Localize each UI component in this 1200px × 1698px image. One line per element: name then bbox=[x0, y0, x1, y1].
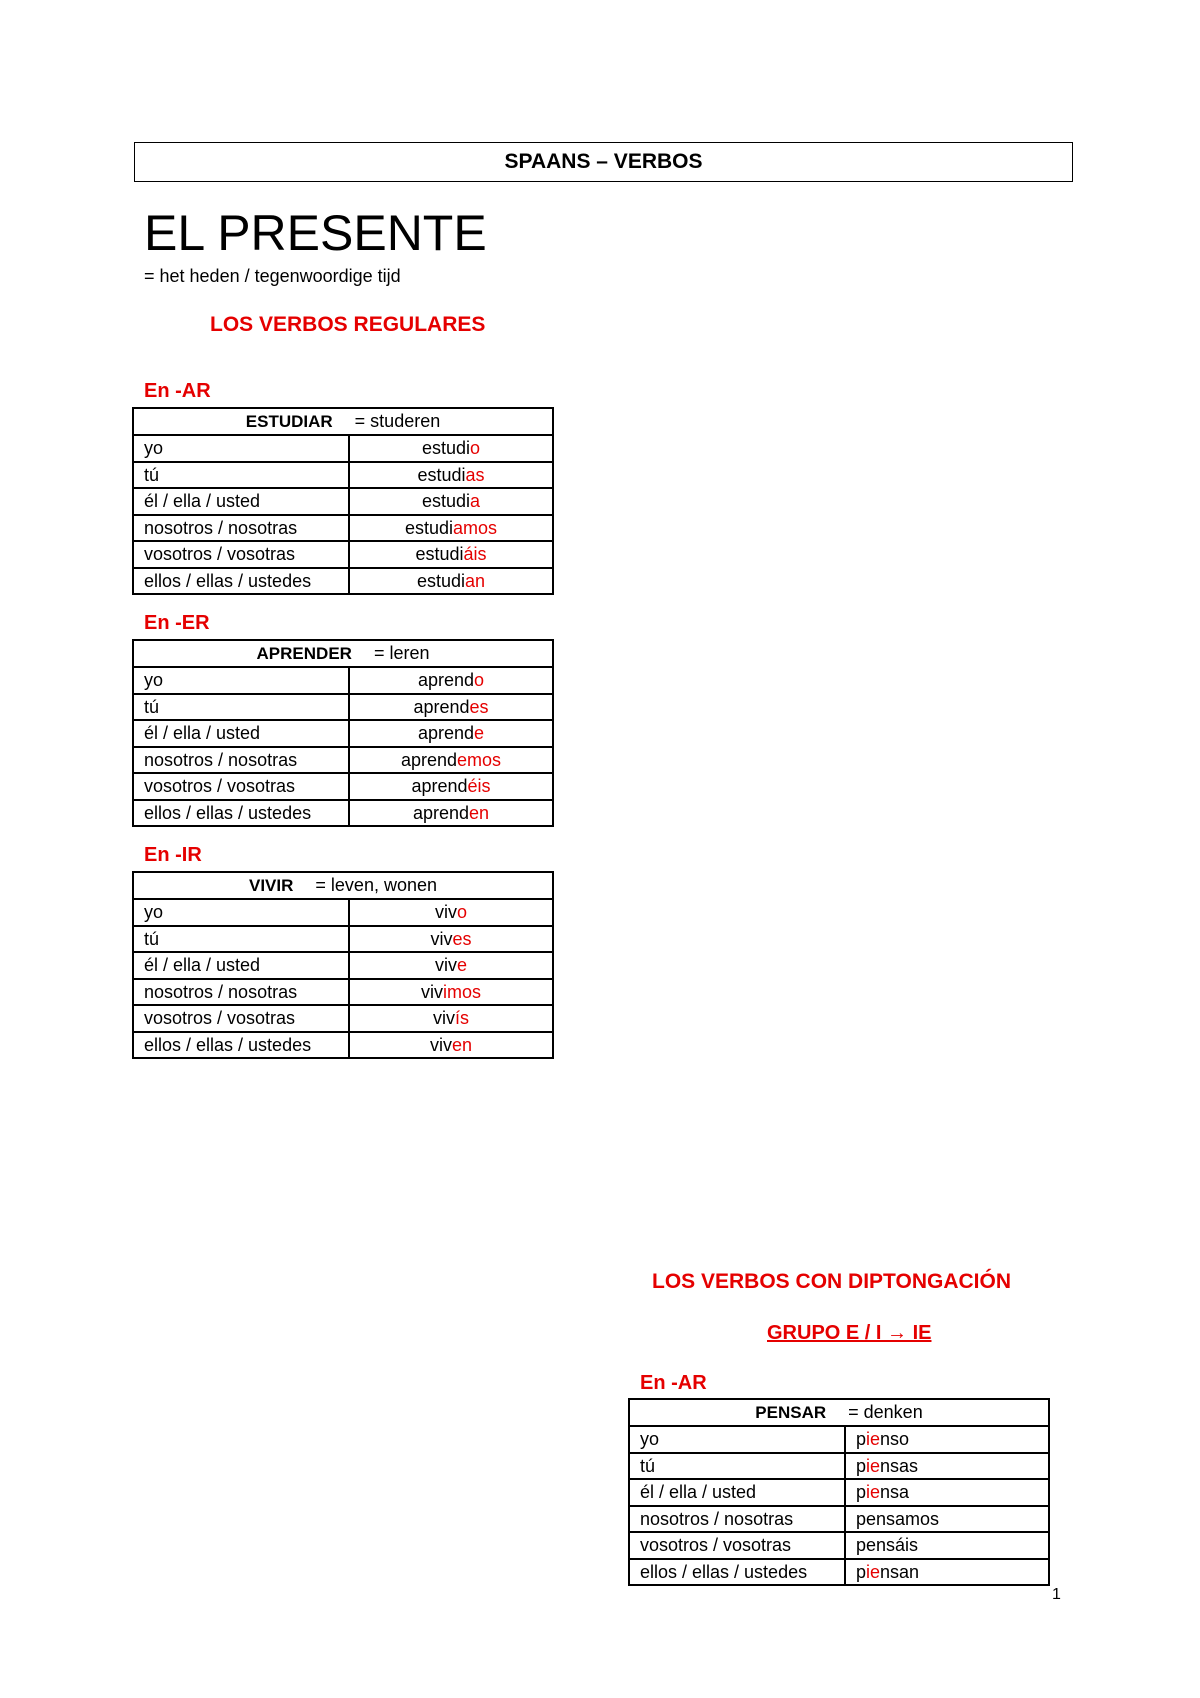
verb-part: p bbox=[856, 1482, 867, 1503]
page-number: 1 bbox=[1052, 1586, 1061, 1603]
verb-stem: aprend bbox=[411, 776, 468, 797]
form-cell bbox=[349, 899, 553, 926]
verb-stem: aprend bbox=[417, 723, 475, 744]
pronoun-cell: nosotros / nosotras bbox=[133, 515, 349, 542]
verb-part: pensáis bbox=[856, 1535, 919, 1556]
table-row bbox=[133, 694, 553, 721]
diphthong: ie bbox=[866, 1429, 881, 1450]
verb-part: pensamos bbox=[856, 1508, 940, 1529]
section-label-diptong-ar: En -AR bbox=[640, 1372, 707, 1394]
pronoun-cell: tú bbox=[133, 694, 349, 721]
table-header-cell bbox=[629, 1399, 1049, 1426]
pronoun-cell: vosotros / vosotras bbox=[133, 541, 349, 568]
verb-ending: as bbox=[465, 464, 485, 485]
verb-stem: estudi bbox=[421, 438, 471, 459]
form-cell bbox=[349, 541, 553, 568]
form-cell bbox=[349, 773, 553, 800]
verb-ending: e bbox=[456, 955, 467, 976]
table-row bbox=[133, 541, 553, 568]
table-row bbox=[629, 1559, 1049, 1586]
verb-ending: en bbox=[451, 1034, 473, 1055]
section-label-ar: En -AR bbox=[144, 380, 211, 402]
verb-ending: emos bbox=[457, 749, 502, 770]
main-title: EL PRESENTE bbox=[144, 205, 487, 261]
table-row bbox=[133, 800, 553, 827]
form-cell bbox=[349, 926, 553, 953]
verb-stem: estudi bbox=[421, 491, 471, 512]
pronoun-cell: tú bbox=[133, 926, 349, 953]
verb-ending: a bbox=[470, 491, 481, 512]
form-cell bbox=[349, 568, 553, 595]
table-row bbox=[133, 462, 553, 489]
form-cell bbox=[845, 1426, 1049, 1453]
table-row bbox=[133, 899, 553, 926]
verb-stem: estudi bbox=[416, 570, 465, 591]
form-cell bbox=[349, 435, 553, 462]
table-row bbox=[629, 1426, 1049, 1453]
table-header-row bbox=[629, 1399, 1049, 1426]
verb-stem: viv bbox=[434, 955, 457, 976]
conjugation-table-pensar bbox=[628, 1398, 1050, 1586]
diphthong: ie bbox=[866, 1482, 881, 1503]
table-row bbox=[133, 568, 553, 595]
verb-stem: aprend bbox=[412, 802, 470, 823]
verb-stem: estudi bbox=[417, 464, 466, 485]
table-row bbox=[629, 1506, 1049, 1533]
pronoun-cell: él / ella / usted bbox=[133, 952, 349, 979]
pronoun-cell: tú bbox=[629, 1453, 845, 1480]
verb-ending: es bbox=[452, 928, 472, 949]
table-row bbox=[133, 488, 553, 515]
pronoun-cell: yo bbox=[133, 899, 349, 926]
verb-stem: viv bbox=[434, 902, 457, 923]
table-header-row bbox=[133, 408, 553, 435]
conjugation-table-vivir bbox=[132, 871, 554, 1059]
group-heading: GRUPO E / I → IE bbox=[767, 1322, 932, 1344]
table-row bbox=[133, 435, 553, 462]
table-row bbox=[133, 979, 553, 1006]
section-label-ir: En -IR bbox=[144, 844, 202, 866]
form-cell bbox=[845, 1453, 1049, 1480]
verb-stem: aprend bbox=[413, 696, 470, 717]
verb-meaning: = leven, wonen bbox=[315, 875, 437, 895]
table-row bbox=[133, 952, 553, 979]
conjugation-table-aprender bbox=[132, 639, 554, 827]
table-header-row bbox=[133, 640, 553, 667]
form-cell bbox=[349, 488, 553, 515]
table-row bbox=[629, 1479, 1049, 1506]
verb-meaning: = leren bbox=[373, 643, 430, 663]
verb-ending: es bbox=[469, 696, 489, 717]
verb-ending: an bbox=[465, 570, 486, 591]
verb-ending: amos bbox=[453, 517, 498, 538]
conjugation-table-estudiar bbox=[132, 407, 554, 595]
pronoun-cell: ellos / ellas / ustedes bbox=[133, 800, 349, 827]
pronoun-cell: él / ella / usted bbox=[629, 1479, 845, 1506]
table-header-row bbox=[133, 872, 553, 899]
verb-part: nsas bbox=[880, 1455, 919, 1476]
form-cell bbox=[349, 515, 553, 542]
verb-ending: o bbox=[456, 902, 467, 923]
verb-part: nso bbox=[880, 1429, 910, 1450]
table-row bbox=[629, 1453, 1049, 1480]
table-row bbox=[133, 773, 553, 800]
header-title: SPAANS – VERBOS bbox=[504, 150, 703, 173]
verb-part: p bbox=[856, 1561, 867, 1582]
table-row bbox=[629, 1532, 1049, 1559]
verb-stem: viv bbox=[420, 981, 443, 1002]
verb-stem: viv bbox=[432, 1008, 455, 1029]
verb-stem: aprend bbox=[400, 749, 458, 770]
table-header-cell bbox=[133, 640, 553, 667]
verb-ending: imos bbox=[442, 981, 481, 1002]
verb-ending: en bbox=[469, 802, 490, 823]
form-cell bbox=[845, 1506, 1049, 1533]
table-row bbox=[133, 667, 553, 694]
verb-infinitive: PENSAR bbox=[755, 1403, 827, 1422]
form-cell bbox=[349, 720, 553, 747]
pronoun-cell: nosotros / nosotras bbox=[133, 747, 349, 774]
form-cell bbox=[349, 1032, 553, 1059]
pronoun-cell: nosotros / nosotras bbox=[629, 1506, 845, 1533]
verb-stem: estudi bbox=[404, 517, 454, 538]
form-cell bbox=[349, 979, 553, 1006]
form-cell bbox=[349, 462, 553, 489]
verb-ending: e bbox=[474, 723, 485, 744]
pronoun-cell: yo bbox=[133, 435, 349, 462]
page-header bbox=[134, 142, 1073, 182]
diphthong: ie bbox=[866, 1455, 881, 1476]
verb-meaning: = denken bbox=[848, 1402, 923, 1422]
table-row bbox=[133, 1005, 553, 1032]
verb-ending: áis bbox=[463, 544, 487, 565]
verb-part: p bbox=[856, 1429, 867, 1450]
form-cell bbox=[845, 1479, 1049, 1506]
pronoun-cell: él / ella / usted bbox=[133, 720, 349, 747]
verb-ending: o bbox=[474, 670, 485, 691]
verb-infinitive: ESTUDIAR bbox=[245, 412, 333, 431]
pronoun-cell: ellos / ellas / ustedes bbox=[133, 1032, 349, 1059]
form-cell bbox=[349, 667, 553, 694]
verb-infinitive: APRENDER bbox=[256, 644, 352, 663]
subtitle: = het heden / tegenwoordige tijd bbox=[144, 266, 401, 286]
pronoun-cell: tú bbox=[133, 462, 349, 489]
diptong-heading: LOS VERBOS CON DIPTONGACIÓN bbox=[652, 1270, 1011, 1293]
table-row bbox=[133, 1032, 553, 1059]
form-cell bbox=[845, 1559, 1049, 1586]
form-cell bbox=[349, 747, 553, 774]
form-cell bbox=[349, 1005, 553, 1032]
pronoun-cell: ellos / ellas / ustedes bbox=[133, 568, 349, 595]
pronoun-cell: ellos / ellas / ustedes bbox=[629, 1559, 845, 1586]
table-row bbox=[133, 720, 553, 747]
table-row bbox=[133, 926, 553, 953]
verb-part: p bbox=[856, 1455, 867, 1476]
form-cell bbox=[349, 952, 553, 979]
verb-stem: viv bbox=[429, 1034, 452, 1055]
form-cell bbox=[845, 1532, 1049, 1559]
pronoun-cell: vosotros / vosotras bbox=[133, 773, 349, 800]
verb-infinitive: VIVIR bbox=[249, 876, 294, 895]
pronoun-cell: yo bbox=[629, 1426, 845, 1453]
pronoun-cell: nosotros / nosotras bbox=[133, 979, 349, 1006]
table-row bbox=[133, 747, 553, 774]
pronoun-cell: vosotros / vosotras bbox=[133, 1005, 349, 1032]
verb-part: nsa bbox=[880, 1482, 910, 1503]
verb-ending: o bbox=[470, 438, 481, 459]
verb-meaning: = studeren bbox=[354, 411, 441, 431]
verb-stem: aprend bbox=[417, 670, 475, 691]
pronoun-cell: vosotros / vosotras bbox=[629, 1532, 845, 1559]
verb-ending: ís bbox=[454, 1008, 469, 1029]
table-header-cell bbox=[133, 872, 553, 899]
pronoun-cell: él / ella / usted bbox=[133, 488, 349, 515]
verb-stem: estudi bbox=[415, 544, 464, 565]
section-label-er: En -ER bbox=[144, 612, 210, 634]
diphthong: ie bbox=[866, 1561, 881, 1582]
form-cell bbox=[349, 800, 553, 827]
verb-part: nsan bbox=[880, 1561, 920, 1582]
table-row bbox=[133, 515, 553, 542]
verb-ending: éis bbox=[467, 776, 491, 797]
regular-verbs-heading: LOS VERBOS REGULARES bbox=[210, 313, 486, 336]
table-header-cell bbox=[133, 408, 553, 435]
pronoun-cell: yo bbox=[133, 667, 349, 694]
form-cell bbox=[349, 694, 553, 721]
verb-stem: viv bbox=[430, 928, 453, 949]
